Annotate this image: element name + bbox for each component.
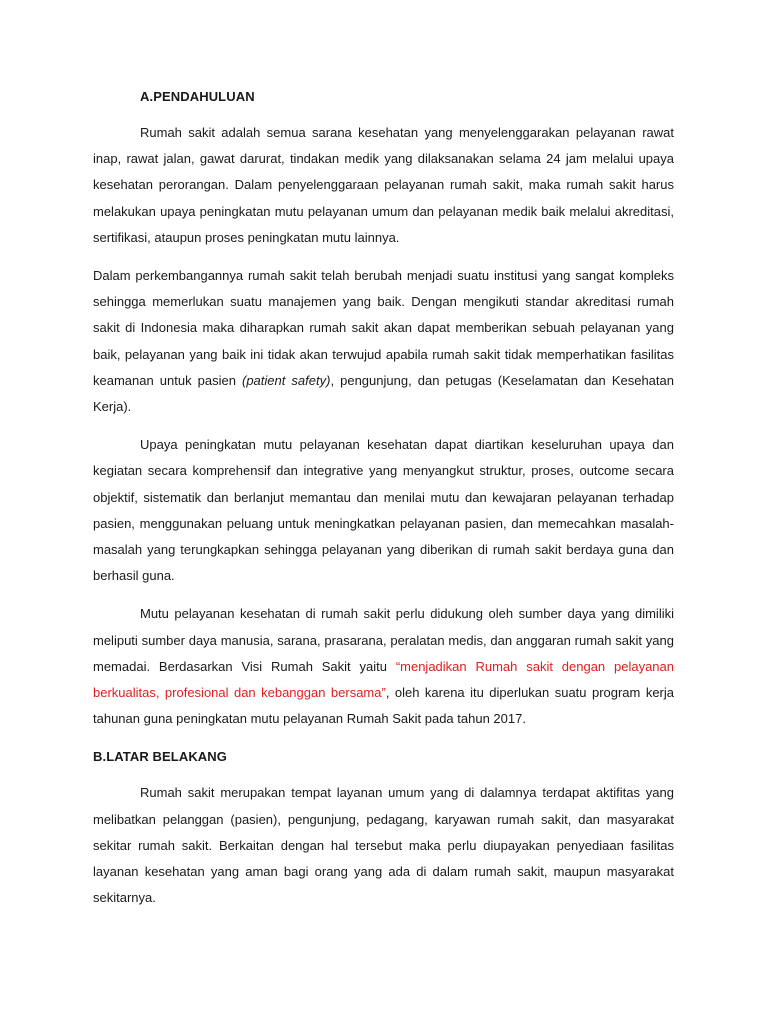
patient-safety-term: (patient safety) xyxy=(242,372,331,388)
section-b-paragraph-1: Rumah sakit merupakan tempat layanan umum yang di dalamnya terdapat aktifitas yang melibatkan pelanggan (pasien), pengunjung, pedagang, karyawan rumah sakit, dan masyarakat sekitar rumah sakit. Berkaitan dengan hal tersebut maka perlu diupayakan penyediaan fasilitas layanan kesehatan yang aman bagi orang yang ada di dalam rumah sakit, maupun masyarakat sekitarnya. xyxy=(93,785,674,906)
document-page xyxy=(93,84,674,911)
section-a-paragraph-1: Rumah sakit adalah semua sarana kesehatan yang menyelenggarakan pelayanan rawat inap, rawat jalan, gawat darurat, tindakan medik yang dilaksanakan selama 24 jam melalui upaya kesehatan perorangan. Dalam penyelenggaraan pelayanan rumah sakit, maka rumah sakit harus melakukan upaya peningkatan mutu pelayanan umum dan pelayanan medik baik melalui akreditasi, sertifikasi, ataupun proses peningkatan mutu lainnya. xyxy=(93,125,674,245)
section-a-paragraph-3: Upaya peningkatan mutu pelayanan kesehatan dapat diartikan keseluruhan upaya dan kegiatan secara komprehensif dan integrative yang menyangkut struktur, proses, outcome secara objektif, sistematik dan berlanjut memantau dan menilai mutu dan kewajaran pelayanan terhadap pasien, menggunakan peluang untuk meningkatkan pelayanan pasien, dan memecahkan masalah- masalah yang terungkapkan sehingga pelayanan yang diberikan di rumah sakit berdaya guna dan berhasil guna. xyxy=(93,437,674,584)
section-a-heading: A.PENDAHULUAN xyxy=(140,89,255,104)
section-a-paragraph-2 xyxy=(93,263,674,420)
spacer xyxy=(93,770,674,780)
spacer xyxy=(93,589,674,601)
vision-quote: “menjadikan Rumah sakit dengan pelayanan berkualitas, profesional dan kebanggan bersama” xyxy=(93,658,674,701)
spacer xyxy=(93,251,674,263)
paragraph-2-text: Dalam perkembangannya rumah sakit telah berubah menjadi suatu institusi yang sangat kompleks sehingga memerlukan suatu manajemen yang baik. Dengan mengikuti standar akreditasi rumah sakit di Indonesia maka diharapkan rumah sakit akan dapat memberikan sebuah pelayanan yang baik, pelayanan yang baik ini tidak akan terwujud apabila rumah sakit tidak memperhatikan fasilitas keamanan untuk pasien xyxy=(93,268,674,388)
section-a-paragraph-4 xyxy=(93,601,674,732)
paragraph-4-text: Mutu pelayanan kesehatan di rumah sakit perlu didukung oleh sumber daya yang dimiliki meliputi sumber daya manusia, sarana, prasarana, peralatan medis, dan anggaran rumah sakit yang memadai. Berdasarkan Visi Rumah Sakit yaitu xyxy=(93,606,674,674)
spacer xyxy=(93,420,674,432)
paragraph-4-text-end: , oleh karena itu diperlukan suatu program kerja tahunan guna peningkatan mutu pelayanan Rumah Sakit pada tahun 2017. xyxy=(93,685,674,727)
paragraph-2-text-end: , pengunjung, dan petugas (Keselamatan dan Kesehatan Kerja). xyxy=(93,372,674,415)
spacer xyxy=(93,732,674,744)
spacer xyxy=(93,110,674,120)
section-b-heading: B.LATAR BELAKANG xyxy=(93,749,227,765)
